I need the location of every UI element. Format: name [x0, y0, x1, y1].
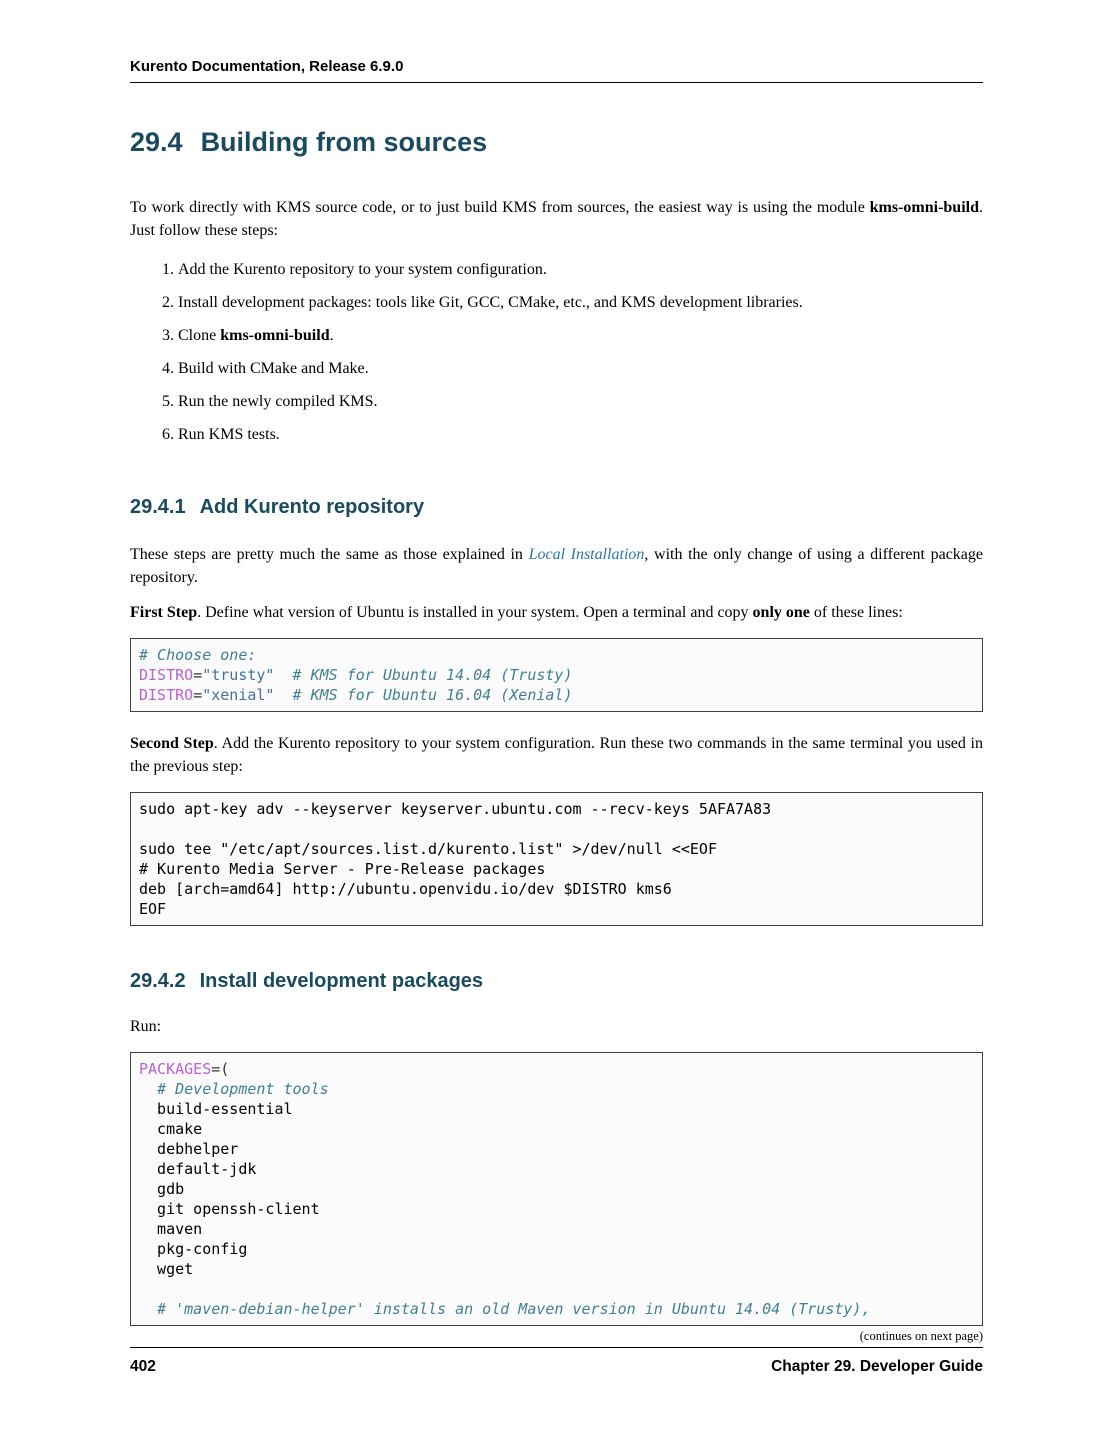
code-token: sudo apt-key adv --keyserver keyserver.ubuntu.com --recv-keys 5AFA7A83	[139, 800, 772, 818]
code-line	[139, 1159, 974, 1179]
subsection-heading-install-packages	[130, 970, 983, 993]
code-line	[139, 799, 974, 819]
code-token: debhelper	[139, 1140, 239, 1158]
code-block-packages	[130, 1052, 983, 1326]
code-token: default-jdk	[139, 1160, 257, 1178]
code-line	[139, 1059, 974, 1079]
code-token: gdb	[139, 1180, 185, 1198]
page-footer	[130, 1347, 983, 1376]
section-number: 29.4	[130, 127, 183, 157]
subsection-heading-add-repository	[130, 496, 983, 519]
code-line	[139, 859, 974, 879]
code-line	[139, 665, 974, 685]
list-item	[178, 258, 983, 281]
text-segment: . Just follow these steps:	[130, 199, 983, 239]
footer-chapter-label: Chapter 29. Developer Guide	[771, 1358, 983, 1375]
code-token: cmake	[139, 1120, 203, 1138]
code-token: # 'maven-debian-helper' installs an old Maven version in Ubuntu 14.04 (Trusty),	[157, 1300, 871, 1318]
run-paragraph	[130, 1015, 983, 1038]
code-token	[139, 1300, 157, 1318]
text-segment: , with the only change of using a different package repository.	[130, 546, 983, 586]
section-title: Building from sources	[200, 127, 488, 157]
first-step-paragraph	[130, 601, 983, 624]
code-line	[139, 1079, 974, 1099]
code-line	[139, 1099, 974, 1119]
code-line	[139, 1219, 974, 1239]
code-token	[274, 686, 292, 704]
code-line	[139, 645, 974, 665]
section-heading	[130, 127, 983, 158]
code-token: # KMS for Ubuntu 16.04 (Xenial)	[292, 686, 573, 704]
page-header	[130, 58, 983, 83]
text-segment: Run KMS tests.	[178, 426, 280, 443]
code-token: # KMS for Ubuntu 14.04 (Trusty)	[292, 666, 573, 684]
subsection-2-title: Install development packages	[199, 970, 484, 992]
subsection-2-number: 29.4.2	[130, 970, 186, 992]
text-segment: of these lines:	[809, 604, 903, 621]
code-token: =	[193, 686, 203, 704]
text-segment: Second Step	[130, 735, 214, 752]
code-line	[139, 839, 974, 859]
code-line	[139, 1179, 974, 1199]
text-segment: kms-omni-build	[220, 327, 330, 344]
code-token: PACKAGES	[139, 1060, 212, 1078]
footer-page-number: 402	[130, 1358, 156, 1375]
code-block-choose-distro	[130, 638, 983, 712]
list-item	[178, 357, 983, 380]
text-segment: Install development packages: tools like Git, GCC, CMake, etc., and KMS development libraries.	[178, 294, 803, 311]
text-segment: . Define what version of Ubuntu is installed in your system. Open a terminal and copy	[197, 604, 753, 621]
code-line	[139, 1259, 974, 1279]
code-token: build-essential	[139, 1100, 293, 1118]
text-segment: To work directly with KMS source code, or to just build KMS from sources, the easiest way is using the module	[130, 199, 870, 216]
continues-note: (continues on next page)	[859, 1329, 983, 1343]
code-token: pkg-config	[139, 1240, 248, 1258]
code-block-add-repo	[130, 792, 983, 926]
text-segment: These steps are pretty much the same as those explained in	[130, 546, 529, 563]
code-token: # Choose one:	[139, 646, 257, 664]
header-title: Kurento Documentation, Release 6.9.0	[130, 58, 404, 75]
code-token: DISTRO	[139, 666, 194, 684]
text-segment: Run the newly compiled KMS.	[178, 393, 378, 410]
code-line	[139, 1279, 974, 1299]
code-line	[139, 1239, 974, 1259]
code-token: git openssh-client	[139, 1200, 320, 1218]
code-token: # Kurento Media Server - Pre-Release packages	[139, 860, 546, 878]
text-segment: Run:	[130, 1018, 162, 1035]
subsection-1-title: Add Kurento repository	[199, 496, 425, 518]
text-segment: Add the Kurento repository to your system configuration.	[178, 261, 547, 278]
code-token: DISTRO	[139, 686, 194, 704]
list-item	[178, 390, 983, 413]
code-token: wget	[139, 1260, 194, 1278]
text-segment: . Add the Kurento repository to your system configuration. Run these two commands in the same terminal you used in the previous step:	[130, 735, 983, 775]
code-line	[139, 1139, 974, 1159]
list-item	[178, 291, 983, 314]
text-segment: Build with CMake and Make.	[178, 360, 369, 377]
code-line	[139, 685, 974, 705]
text-segment: First Step	[130, 604, 198, 621]
text-segment: .	[329, 327, 334, 344]
intro-paragraph	[130, 196, 983, 242]
text-segment: Clone	[178, 327, 221, 344]
code-token	[274, 666, 292, 684]
list-item	[178, 423, 983, 446]
code-line	[139, 1199, 974, 1219]
text-segment: kms-omni-build	[869, 199, 979, 216]
code-token: =	[193, 666, 203, 684]
code-token: EOF	[139, 900, 167, 918]
code-token: # Development tools	[157, 1080, 329, 1098]
text-segment: only one	[752, 604, 810, 621]
subsection-1-number: 29.4.1	[130, 496, 186, 518]
code-token	[139, 1080, 157, 1098]
steps-list	[154, 258, 983, 456]
code-token: "xenial"	[202, 686, 275, 704]
code-line	[139, 899, 974, 919]
code-line	[139, 1299, 974, 1319]
code-line	[139, 819, 974, 839]
code-line	[139, 1119, 974, 1139]
local-installation-paragraph	[130, 543, 983, 589]
code-token: "trusty"	[202, 666, 275, 684]
code-token: deb [arch=amd64] http://ubuntu.openvidu.io/dev $DISTRO kms6	[139, 880, 672, 898]
second-step-paragraph	[130, 732, 983, 778]
code-token: =(	[211, 1060, 230, 1078]
code-token: sudo tee "/etc/apt/sources.list.d/kurento.list" >/dev/null <<EOF	[139, 840, 717, 858]
code-line	[139, 879, 974, 899]
list-item	[178, 324, 983, 347]
code-token: maven	[139, 1220, 203, 1238]
local-installation-link[interactable]: Local Installation	[528, 546, 645, 563]
